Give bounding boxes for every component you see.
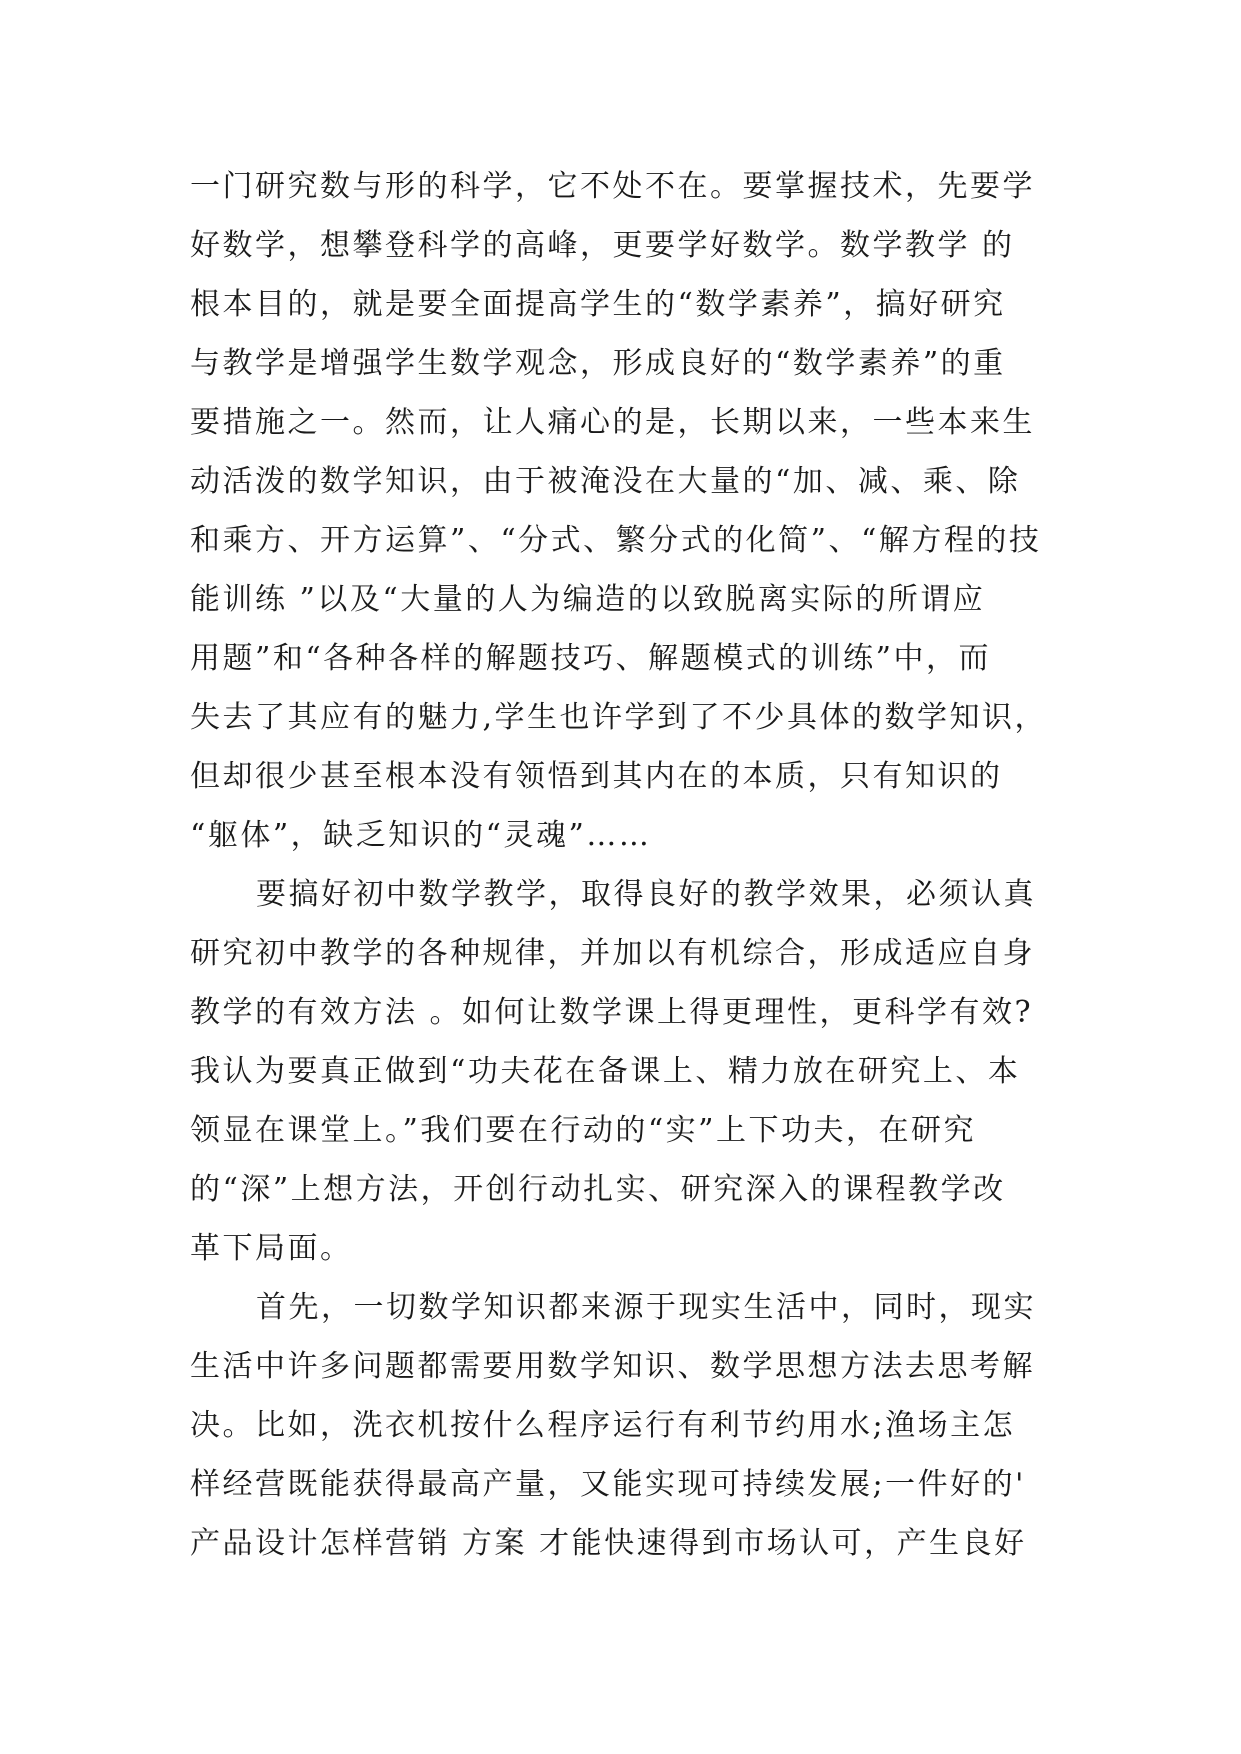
text-line: 用题”和“各种各样的解题技巧、解题模式的训练”中，而 <box>190 641 992 676</box>
text-line: 要措施之一。然而，让人痛心的是，长期以来，一些本来生 <box>190 405 1035 440</box>
paragraph-start-line: 首先，一切数学知识都来源于现实生活中，同时，现实 <box>256 1290 1036 1325</box>
text-line: 教学的有效方法 。如何让数学课上得更理性，更科学有效? <box>190 995 1034 1030</box>
paragraph-start-line: 要搞好初中数学教学，取得良好的教学效果，必须认真 <box>256 877 1036 912</box>
text-line: 样经营既能获得最高产量，又能实现可持续发展;一件好的' <box>190 1467 1026 1502</box>
text-line: 我认为要真正做到“功夫花在备课上、精力放在研究上、本 <box>190 1054 1021 1089</box>
text-line: 根本目的，就是要全面提高学生的“数学素养”，搞好研究 <box>190 287 1006 322</box>
text-line: 动活泼的数学知识，由于被淹没在大量的“加、减、乘、除 <box>190 464 1021 499</box>
text-line: 生活中许多问题都需要用数学知识、数学思想方法去思考解 <box>190 1349 1035 1384</box>
text-line: 与教学是增强学生数学观念，形成良好的“数学素养”的重 <box>190 346 1006 381</box>
text-line: 研究初中教学的各种规律，并加以有机综合，形成适应自身 <box>190 936 1035 971</box>
text-line: 能训练 ”以及“大量的人为编造的以致脱离实际的所谓应 <box>190 582 986 617</box>
text-line: 失去了其应有的魅力,学生也许学到了不少具体的数学知识， <box>190 700 1048 735</box>
text-line: 和乘方、开方运算”、“分式、繁分式的化简”、“解方程的技 <box>190 523 1042 558</box>
text-line: 产品设计怎样营销 方案 才能快速得到市场认可，产生良好 <box>190 1526 1027 1561</box>
text-line: “躯体”，缺乏知识的“灵魂”…… <box>190 818 652 853</box>
text-line: 一门研究数与形的科学，它不处不在。要掌握技术，先要学 <box>190 169 1035 204</box>
text-line: 决。比如，洗衣机按什么程序运行有利节约用水;渔场主怎 <box>190 1408 1016 1443</box>
text-line: 好数学，想攀登科学的高峰，更要学好数学。数学教学 的 <box>190 228 1015 263</box>
body-text <box>190 157 1070 1573</box>
text-line: 革下局面。 <box>190 1231 353 1266</box>
text-line: 的“深”上想方法，开创行动扎实、研究深入的课程教学改 <box>190 1172 1006 1207</box>
text-line: 领显在课堂上。”我们要在行动的“实”上下功夫，在研究 <box>190 1113 977 1148</box>
text-line: 但却很少甚至根本没有领悟到其内在的本质，只有知识的 <box>190 759 1003 794</box>
